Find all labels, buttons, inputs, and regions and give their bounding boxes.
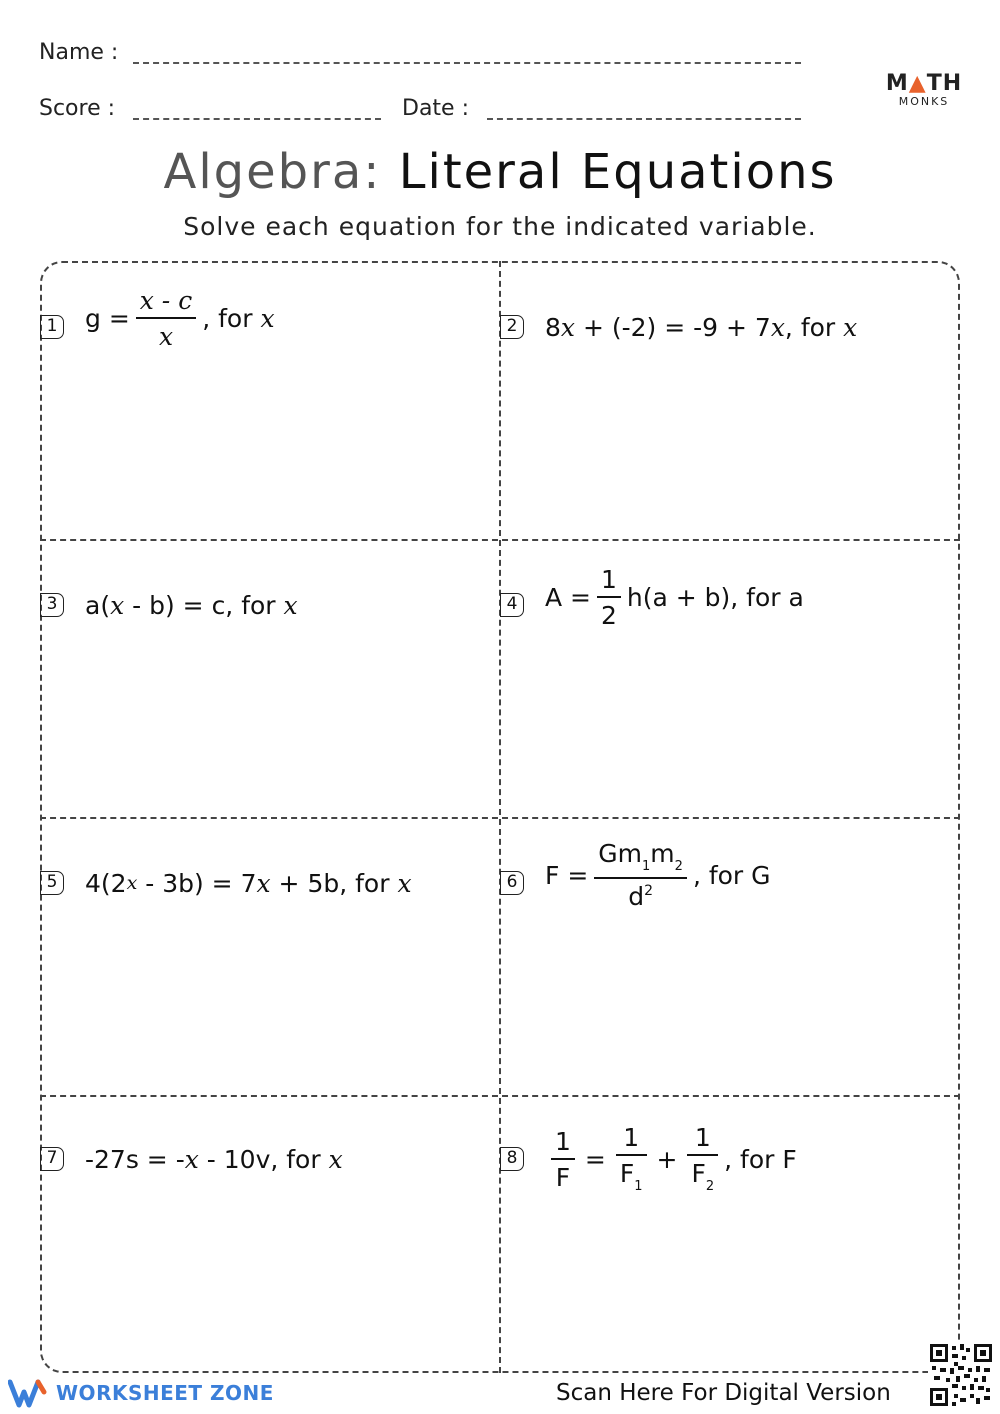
w-logo-icon — [8, 1378, 48, 1408]
qr-code-icon[interactable] — [928, 1342, 994, 1408]
equation: F = $\frac{Gm_1m_2}{d^2}$ , for G — [545, 839, 771, 911]
equation: -27s = - x - 10v, for x — [85, 1145, 343, 1174]
scan-text: Scan Here For Digital Version — [556, 1380, 891, 1406]
title-main: Literal Equations — [398, 144, 837, 200]
fraction — [597, 567, 621, 628]
fraction: $\frac{1}{F_2}$ — [687, 1125, 718, 1193]
problem-number: 4 — [500, 593, 524, 617]
equation: a( x - b) = c, for x — [85, 591, 298, 620]
denominator: $d^2$ — [594, 877, 687, 909]
triangle-icon: ▲ — [908, 71, 927, 96]
date-line[interactable] — [487, 118, 801, 120]
equation: A = $\frac{1}{2}$ h(a + b), for a — [545, 565, 804, 630]
fraction: $\frac{1}{F}$ — [551, 1129, 575, 1190]
problem-8[interactable] — [500, 1097, 955, 1367]
logo-wordmark: M▲TH — [885, 71, 963, 96]
fraction — [594, 841, 687, 909]
score-line[interactable] — [133, 118, 381, 120]
problem-2[interactable] — [500, 263, 955, 533]
problem-number: 7 — [40, 1147, 64, 1171]
date-label: Date : — [402, 96, 469, 121]
problem-3[interactable] — [40, 541, 495, 811]
numerator: $Gm_1m_2$ — [598, 839, 683, 874]
problem-7[interactable] — [40, 1097, 495, 1367]
numerator: x - c — [139, 286, 193, 315]
equation: g = $\frac{x - c}{x}$ , for x — [85, 286, 275, 351]
problem-number: 6 — [500, 871, 524, 895]
problem-number: 2 — [500, 315, 524, 339]
title-prefix: Algebra: — [163, 144, 382, 200]
problem-5[interactable] — [40, 819, 495, 1089]
score-label: Score : — [39, 96, 116, 121]
fraction: $\frac{1}{F_1}$ — [616, 1125, 647, 1193]
page-title — [0, 140, 1000, 204]
problem-number: 5 — [40, 871, 64, 895]
denominator: 2 — [597, 596, 621, 628]
problem-number: 8 — [500, 1147, 524, 1171]
denominator: x — [136, 317, 196, 349]
problem-number: 1 — [40, 315, 64, 339]
problem-number: 3 — [40, 593, 64, 617]
problem-1[interactable] — [40, 263, 495, 533]
name-label: Name : — [39, 40, 119, 65]
equation: 8 x + (-2) = -9 + 7 x , for x — [545, 313, 858, 342]
fraction — [136, 288, 196, 349]
equation: 4(2 x - 3b) = 7 x + 5b, for x — [85, 869, 412, 898]
numerator: 1 — [601, 565, 617, 594]
worksheet-zone-logo[interactable] — [8, 1378, 274, 1408]
instructions: Solve each equation for the indicated variable. — [183, 212, 817, 241]
name-line[interactable] — [133, 62, 801, 64]
logo-text: WORKSHEET ZONE — [56, 1381, 274, 1405]
problem-6[interactable] — [500, 819, 955, 1089]
equation: $\frac{1}{F}$ = $\frac{1}{F_1}$ + $\frac{1}{F_2}$ , for F — [545, 1125, 797, 1193]
math-monks-logo — [884, 72, 964, 108]
logo-subtitle: MONKS — [898, 95, 950, 108]
problem-4[interactable] — [500, 541, 955, 811]
